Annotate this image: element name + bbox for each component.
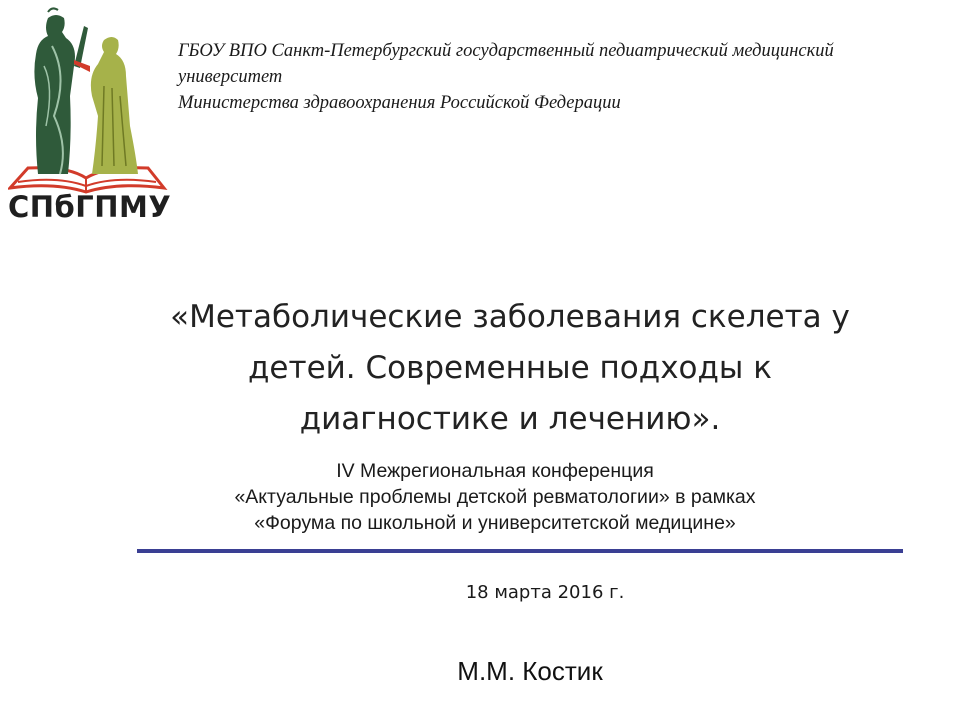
conference-info xyxy=(100,458,890,536)
organization-line: ГБОУ ВПО Санкт-Петербургский государственный педиатрический медицинский xyxy=(178,41,834,61)
conference-line: «Актуальные проблемы детской ревматологии» в рамках xyxy=(234,486,756,508)
title-line: детей. Современные подходы к xyxy=(248,350,772,386)
title-line: диагностике и лечению». xyxy=(299,401,721,437)
conference-line: IV Межрегиональная конференция xyxy=(336,460,654,482)
organization-line: Министерства здравоохранения Российской Федерации xyxy=(178,93,621,113)
organization-header xyxy=(178,38,938,116)
author-name: М.М. Костик xyxy=(457,656,603,686)
logo-emblem-icon xyxy=(8,6,168,196)
organization-line: университет xyxy=(178,67,283,87)
logo-wordmark: СПбГПМУ xyxy=(8,190,172,224)
university-logo xyxy=(8,6,168,218)
divider-line xyxy=(137,549,903,553)
title-line: «Метаболические заболевания скелета у xyxy=(170,299,850,335)
conference-line: «Форума по школьной и университетской медицине» xyxy=(254,512,736,534)
presentation-date: 18 марта 2016 г. xyxy=(465,582,625,603)
presentation-title xyxy=(100,292,920,445)
